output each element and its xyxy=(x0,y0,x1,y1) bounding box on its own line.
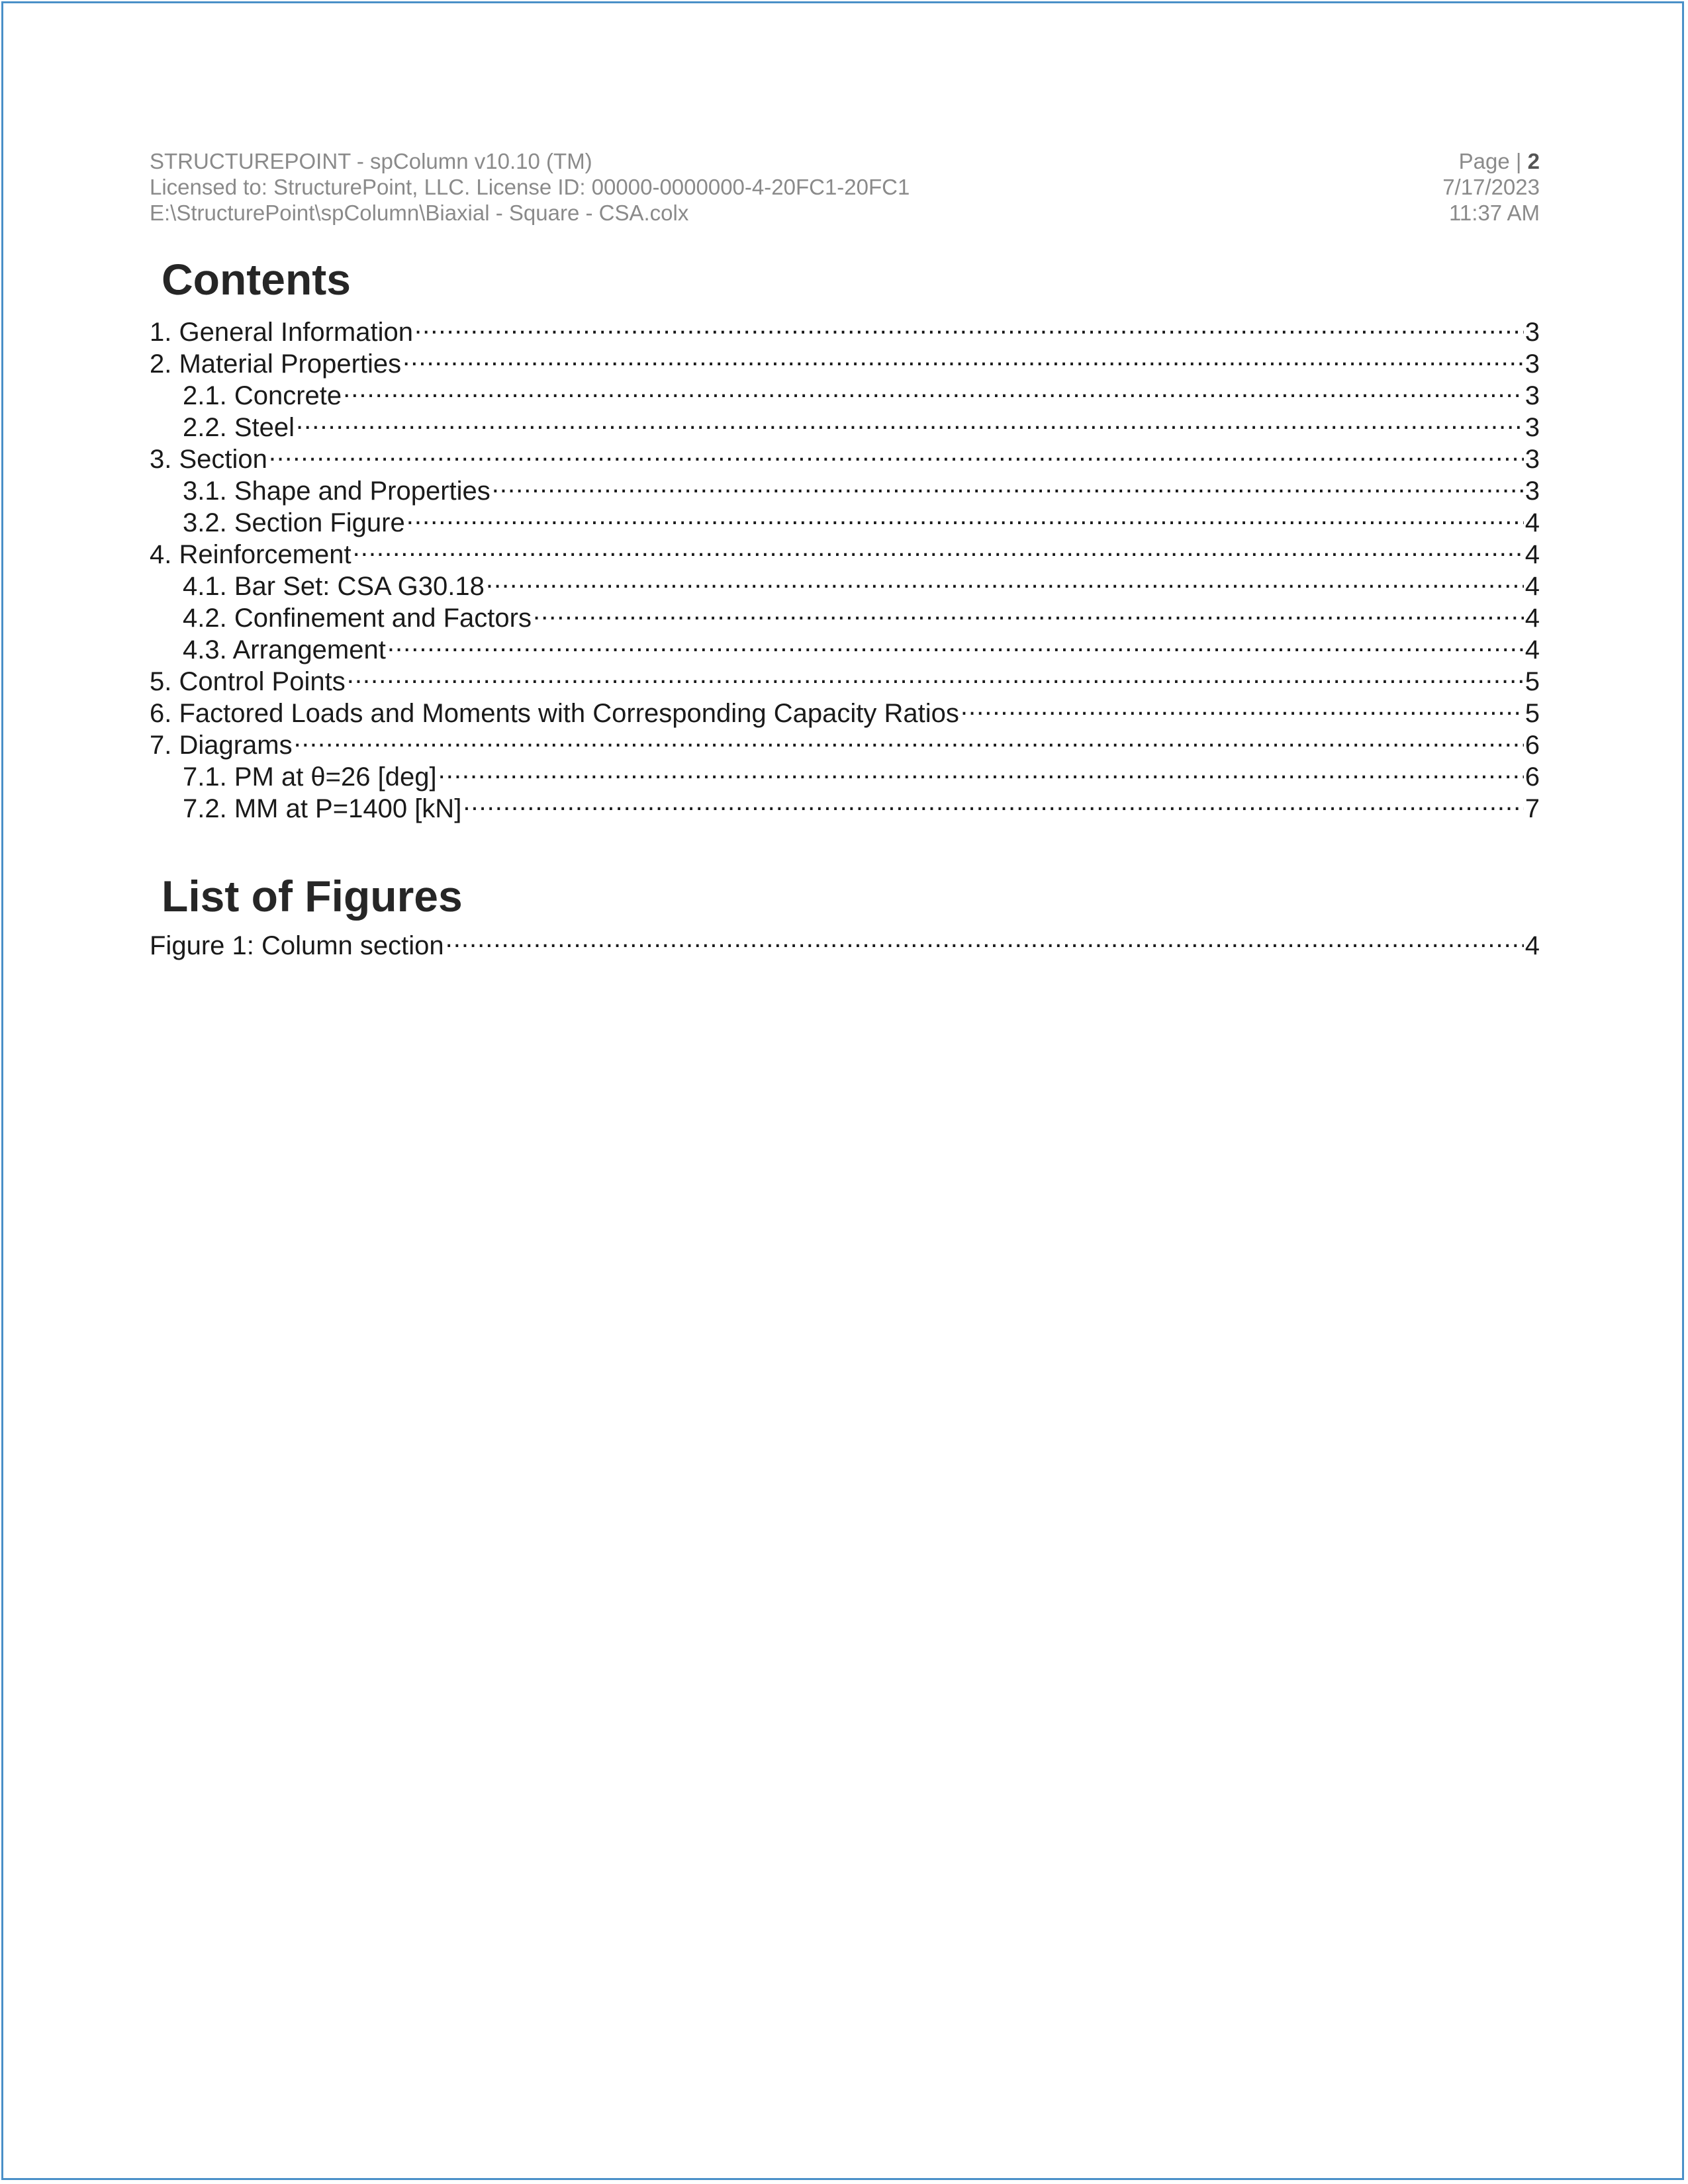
toc-entry-page: 6 xyxy=(1524,731,1540,760)
toc-entry-label: 7.1. PM at θ=26 [deg] xyxy=(183,762,437,792)
toc-dot-leader xyxy=(343,373,1524,404)
toc-entry-page: 3 xyxy=(1524,381,1540,410)
contents-heading: Contents xyxy=(162,255,351,304)
toc-entry[interactable] xyxy=(150,690,1540,728)
toc-entry[interactable] xyxy=(150,436,1540,474)
toc-entry-page: 6 xyxy=(1524,762,1540,792)
toc-entry-label: Figure 1: Column section xyxy=(150,931,444,960)
toc-entry-page: 4 xyxy=(1524,635,1540,664)
header-info xyxy=(150,148,910,226)
page-header xyxy=(150,148,1540,228)
toc-entry-page: 4 xyxy=(1524,931,1540,960)
header-meta xyxy=(1442,148,1540,226)
toc-entry-label: 2. Material Properties xyxy=(150,349,402,379)
toc-entry[interactable] xyxy=(150,468,1540,506)
toc-entry[interactable] xyxy=(150,531,1540,569)
toc-dot-leader xyxy=(492,468,1524,500)
toc-entry-page: 3 xyxy=(1524,349,1540,379)
toc-entry[interactable] xyxy=(150,373,1540,410)
page-prefix: Page | xyxy=(1458,149,1528,173)
toc-dot-leader xyxy=(533,595,1524,627)
toc-entry-label: 3. Section xyxy=(150,445,267,474)
toc-entry-page: 3 xyxy=(1524,477,1540,506)
header-file-path: E:\StructurePoint\spColumn\Biaxial - Square - CSA.colx xyxy=(150,201,689,225)
toc-entry-page: 3 xyxy=(1524,413,1540,442)
header-software-line: STRUCTUREPOINT - spColumn v10.10 (TM) xyxy=(150,149,592,173)
toc-dot-leader xyxy=(347,659,1524,690)
toc-dot-leader xyxy=(269,436,1524,468)
toc-dot-leader xyxy=(445,923,1524,954)
toc-dot-leader xyxy=(406,500,1524,531)
toc-entry-page: 7 xyxy=(1524,794,1540,823)
toc-entry-label: 4.2. Confinement and Factors xyxy=(183,604,532,633)
toc-entry[interactable] xyxy=(150,722,1540,760)
toc-dot-leader xyxy=(387,627,1524,659)
header-license-line: Licensed to: StructurePoint, LLC. License ID: 00000-0000000-4-20FC1-20FC1 xyxy=(150,175,910,199)
toc-entry-page: 5 xyxy=(1524,667,1540,696)
toc-entry-label: 2.2. Steel xyxy=(183,413,295,442)
toc-entry-label: 4. Reinforcement xyxy=(150,540,352,569)
toc-entry-page: 4 xyxy=(1524,540,1540,569)
toc-entry-page: 5 xyxy=(1524,699,1540,728)
toc-entry[interactable] xyxy=(150,563,1540,601)
header-time: 11:37 AM xyxy=(1449,201,1540,225)
toc-dot-leader xyxy=(414,309,1524,341)
contents-list xyxy=(150,309,1540,823)
toc-entry-label: 6. Factored Loads and Moments with Corresponding Capacity Ratios xyxy=(150,699,959,728)
toc-entry[interactable] xyxy=(150,309,1540,347)
header-date: 7/17/2023 xyxy=(1442,175,1540,199)
toc-entry[interactable] xyxy=(150,754,1540,792)
toc-dot-leader xyxy=(961,690,1524,722)
toc-dot-leader xyxy=(296,404,1524,436)
toc-entry[interactable] xyxy=(150,404,1540,442)
toc-entry-page: 4 xyxy=(1524,508,1540,537)
toc-dot-leader xyxy=(463,786,1523,817)
toc-entry-label: 5. Control Points xyxy=(150,667,346,696)
toc-entry-page: 4 xyxy=(1524,572,1540,601)
toc-entry-label: 2.1. Concrete xyxy=(183,381,342,410)
toc-dot-leader xyxy=(402,341,1524,373)
toc-entry[interactable] xyxy=(150,659,1540,696)
figures-list xyxy=(150,923,1540,960)
toc-entry-label: 7. Diagrams xyxy=(150,731,293,760)
toc-entry-label: 3.2. Section Figure xyxy=(183,508,405,537)
toc-entry-page: 4 xyxy=(1524,604,1540,633)
toc-entry-label: 3.1. Shape and Properties xyxy=(183,477,491,506)
toc-entry-label: 1. General Information xyxy=(150,318,413,347)
toc-entry-label: 4.3. Arrangement xyxy=(183,635,386,664)
list-of-figures-heading: List of Figures xyxy=(162,872,463,921)
toc-entry-page: 3 xyxy=(1524,445,1540,474)
toc-dot-leader xyxy=(294,722,1524,754)
toc-dot-leader xyxy=(353,531,1524,563)
toc-entry[interactable] xyxy=(150,923,1540,960)
toc-dot-leader xyxy=(438,754,1524,786)
toc-entry-label: 7.2. MM at P=1400 [kN] xyxy=(183,794,462,823)
toc-dot-leader xyxy=(486,563,1524,595)
toc-entry-label: 4.1. Bar Set: CSA G30.18 xyxy=(183,572,485,601)
page-number: 2 xyxy=(1527,149,1540,173)
toc-entry-page: 3 xyxy=(1524,318,1540,347)
header-page-indicator xyxy=(1442,148,1540,174)
